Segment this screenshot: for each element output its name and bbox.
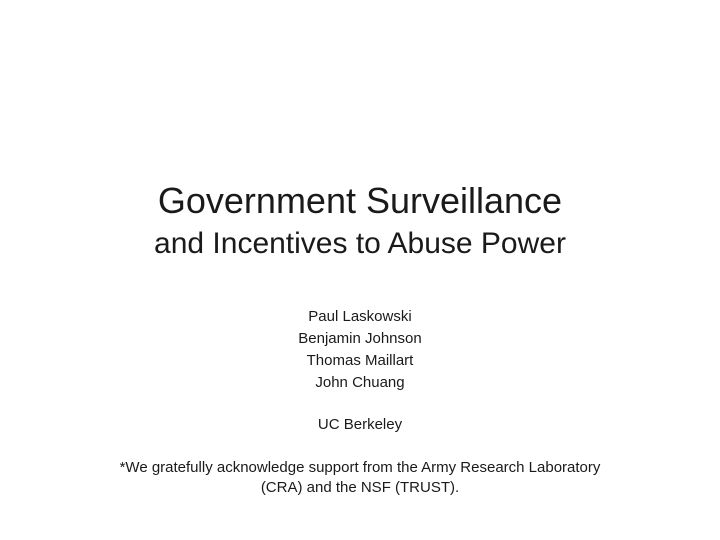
- author-list: [60, 306, 660, 394]
- slide-title: Government Surveillance: [157, 180, 563, 221]
- author-name: Benjamin Johnson: [298, 330, 422, 347]
- author-name: John Chuang: [315, 374, 405, 391]
- title-block: [40, 178, 680, 264]
- affiliation: UC Berkeley: [317, 416, 403, 433]
- acknowledgment: *We gratefully acknowledge support from the Army Research Laboratory (CRA) and the NSF (TRUST).: [119, 459, 601, 496]
- author-name: Paul Laskowski: [308, 308, 412, 325]
- slide-subtitle: and Incentives to Abuse Power: [154, 227, 566, 260]
- author-name: Thomas Maillart: [306, 352, 414, 369]
